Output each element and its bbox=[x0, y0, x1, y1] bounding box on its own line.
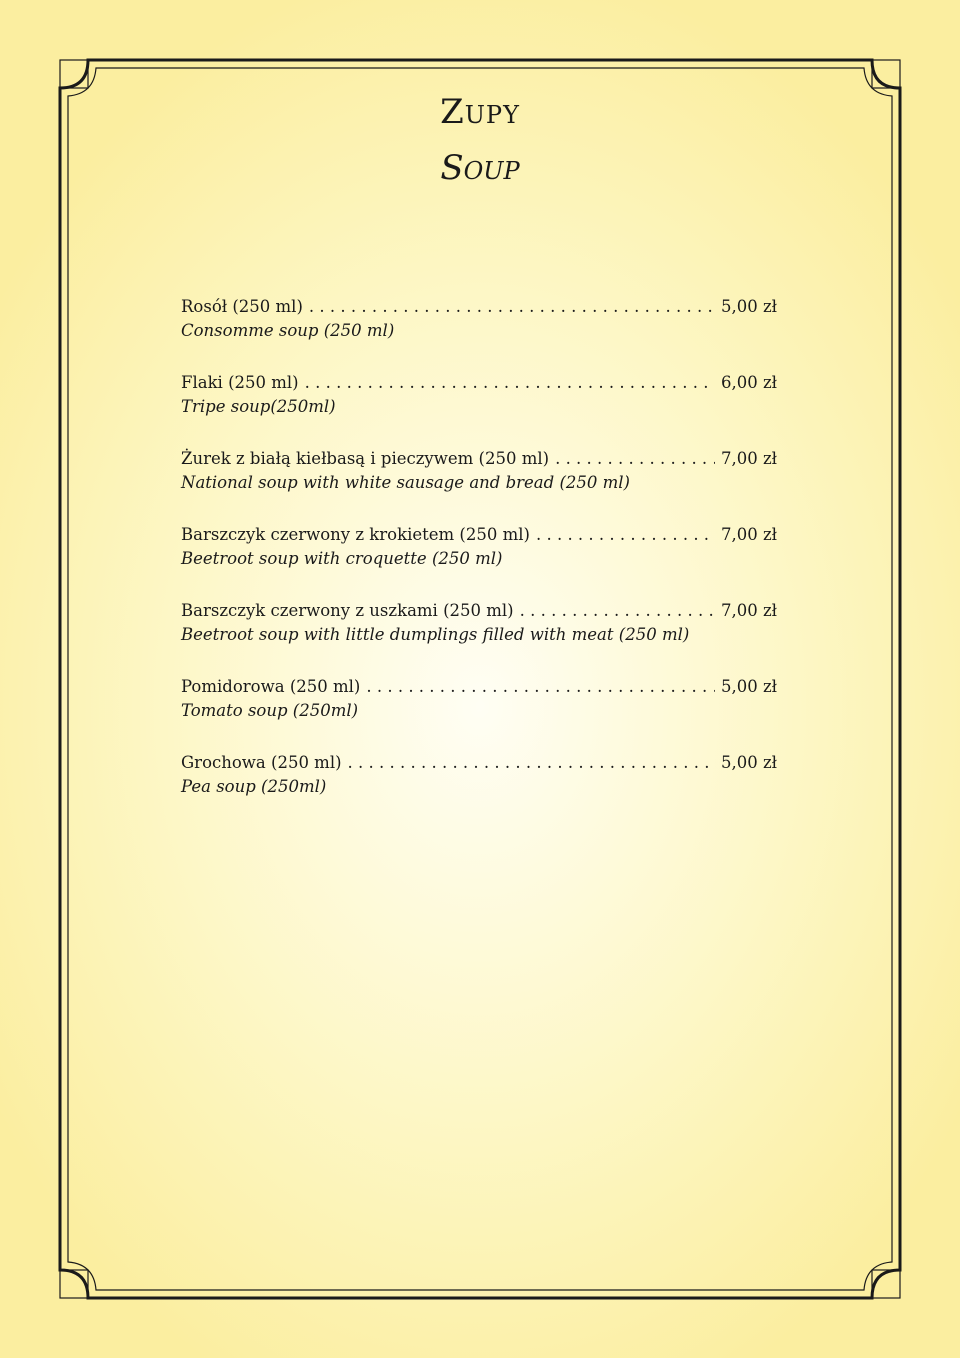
menu-item bbox=[181, 675, 777, 723]
dot-leader bbox=[520, 599, 715, 623]
dot-leader bbox=[555, 447, 715, 471]
dot-leader bbox=[309, 295, 715, 319]
menu-item-price: 6,00 zł bbox=[720, 373, 777, 392]
menu-item-line bbox=[181, 447, 777, 471]
menu-item-price: 5,00 zł bbox=[720, 753, 777, 772]
page-title: Zupy bbox=[440, 92, 520, 132]
page-subtitle: Soup bbox=[440, 148, 520, 188]
title-block bbox=[0, 92, 960, 188]
menu-item bbox=[181, 599, 777, 647]
menu-item-line bbox=[181, 751, 777, 775]
dot-leader bbox=[305, 371, 715, 395]
menu-item-name: Pomidorowa (250 ml) bbox=[181, 677, 361, 696]
menu-item-price: 5,00 zł bbox=[720, 297, 777, 316]
menu-item-english: Tripe soup(250ml) bbox=[181, 397, 336, 416]
menu-item-english: Tomato soup (250ml) bbox=[181, 701, 359, 720]
menu-list bbox=[181, 295, 777, 827]
menu-item-name: Grochowa (250 ml) bbox=[181, 753, 342, 772]
menu-item-english: Pea soup (250ml) bbox=[181, 777, 327, 796]
menu-item bbox=[181, 523, 777, 571]
menu-item bbox=[181, 371, 777, 419]
menu-item-line bbox=[181, 675, 777, 699]
menu-item-price: 7,00 zł bbox=[720, 525, 777, 544]
menu-item-english: Beetroot soup with little dumplings filled with meat (250 ml) bbox=[181, 625, 690, 644]
dot-leader bbox=[366, 675, 715, 699]
menu-item-english: National soup with white sausage and bread (250 ml) bbox=[181, 473, 630, 492]
menu-item bbox=[181, 447, 777, 495]
menu-item bbox=[181, 751, 777, 799]
menu-item-price: 7,00 zł bbox=[720, 449, 777, 468]
menu-item-name: Barszczyk czerwony z uszkami (250 ml) bbox=[181, 601, 514, 620]
dot-leader bbox=[536, 523, 715, 547]
menu-item-price: 7,00 zł bbox=[720, 601, 777, 620]
menu-item bbox=[181, 295, 777, 343]
menu-item-name: Żurek z białą kiełbasą i pieczywem (250 ml) bbox=[181, 449, 550, 468]
menu-item-line bbox=[181, 523, 777, 547]
menu-item-name: Flaki (250 ml) bbox=[181, 373, 299, 392]
menu-item-line bbox=[181, 599, 777, 623]
menu-item-line bbox=[181, 371, 777, 395]
menu-item-name: Rosół (250 ml) bbox=[181, 297, 303, 316]
menu-item-english: Consomme soup (250 ml) bbox=[181, 321, 395, 340]
menu-item-price: 5,00 zł bbox=[720, 677, 777, 696]
menu-item-line bbox=[181, 295, 777, 319]
menu-item-name: Barszczyk czerwony z krokietem (250 ml) bbox=[181, 525, 530, 544]
menu-item-english: Beetroot soup with croquette (250 ml) bbox=[181, 549, 503, 568]
dot-leader bbox=[348, 751, 715, 775]
